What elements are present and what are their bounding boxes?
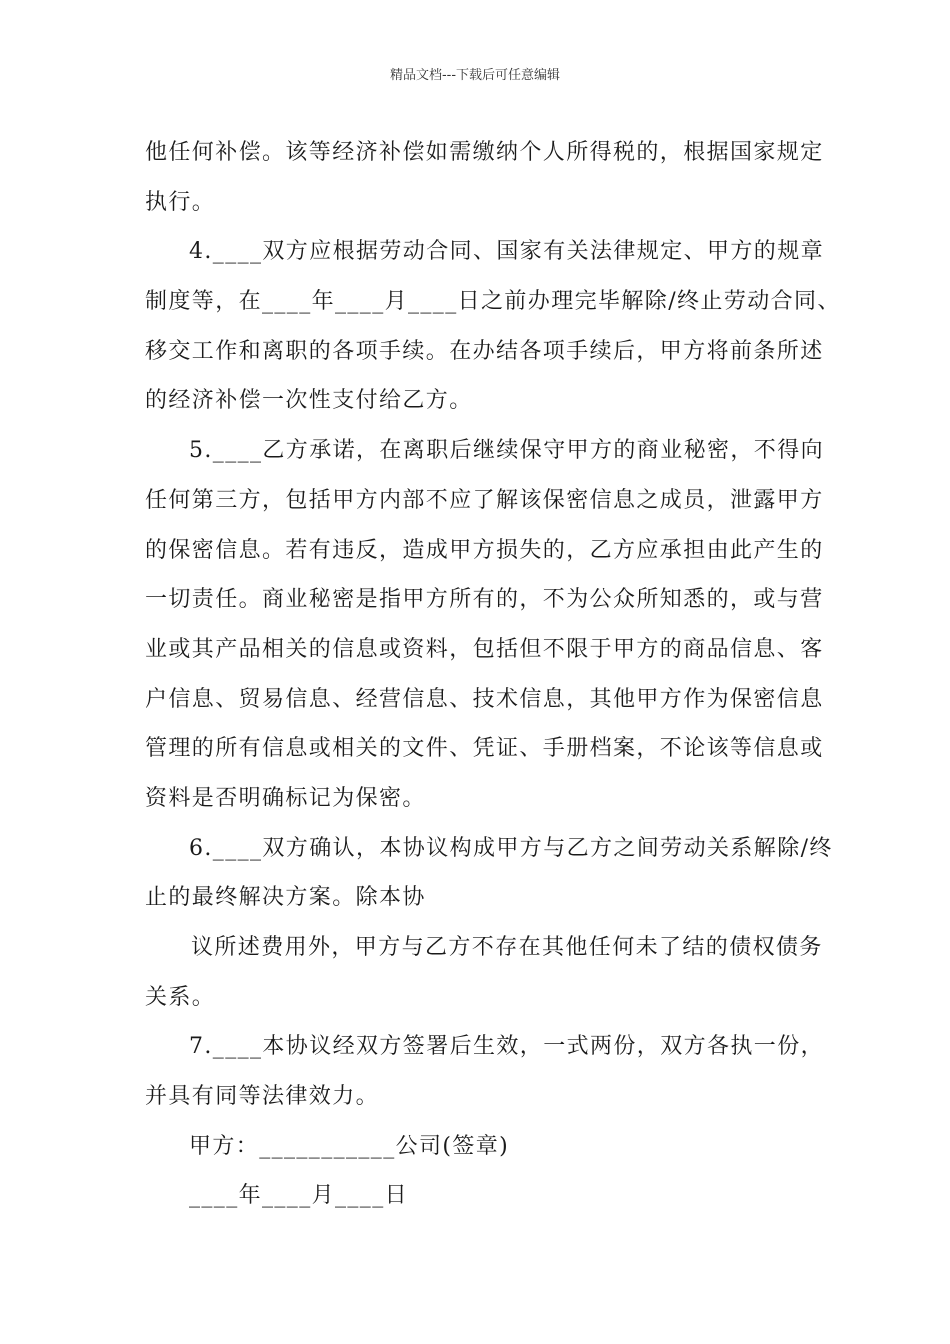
document-body xyxy=(145,128,841,1221)
clause-6-line-2: 止的最终解决方案。除本协 xyxy=(145,885,426,911)
clause-6-line-4: 关系。 xyxy=(145,984,216,1010)
clause-5-line-7: 管理的所有信息或相关的文件、凭证、手册档案，不论该等信息或 xyxy=(145,736,824,762)
clause-7-line-2: 并具有同等法律效力。 xyxy=(145,1084,380,1110)
clause-5-line-3: 的保密信息。若有违反，造成甲方损失的，乙方应承担由此产生的 xyxy=(145,537,824,563)
clause-4-line-1: 4.____双方应根据劳动合同、国家有关法律规定、甲方的规章 xyxy=(189,239,824,265)
text-line-2: 执行。 xyxy=(145,189,216,215)
clause-5-line-8: 资料是否明确标记为保密。 xyxy=(145,785,426,811)
page-header: 精品文档---下载后可任意编辑 xyxy=(389,68,561,83)
clause-5-line-2: 任何第三方，包括甲方内部不应了解该保密信息之成员，泄露甲方 xyxy=(145,487,824,513)
clause-5-line-5: 业或其产品相关的信息或资料，包括但不限于甲方的商品信息、客 xyxy=(145,636,824,662)
clause-4-line-2: 制度等，在____年____月____日之前办理完毕解除/终止劳动合同、 xyxy=(145,289,841,315)
text-line-1: 他任何补偿。该等经济补偿如需缴纳个人所得税的，根据国家规定 xyxy=(145,140,824,165)
clause-6-line-3: 议所述费用外，甲方与乙方不存在其他任何未了结的债权债务 xyxy=(191,935,823,960)
clause-4-line-4: 的经济补偿一次性支付给乙方。 xyxy=(145,388,473,414)
clause-7-line-1: 7.____本协议经双方签署后生效，一式两份，双方各执一份， xyxy=(189,1034,824,1060)
date-line: ____年____月____日 xyxy=(189,1183,409,1209)
clause-5-line-6: 户信息、贸易信息、经营信息、技术信息，其他甲方作为保密信息 xyxy=(145,686,824,712)
clause-4-line-3: 移交工作和离职的各项手续。在办结各项手续后，甲方将前条所述 xyxy=(145,338,824,364)
party-a-signature-line: 甲方：___________公司(签章) xyxy=(189,1133,510,1159)
clause-5-line-1: 5.____乙方承诺，在离职后继续保守甲方的商业秘密，不得向 xyxy=(189,438,824,464)
clause-6-line-1: 6.____双方确认，本协议构成甲方与乙方之间劳动关系解除/终 xyxy=(189,835,833,861)
clause-5-line-4: 一切责任。商业秘密是指甲方所有的，不为公众所知悉的，或与营 xyxy=(145,587,824,613)
